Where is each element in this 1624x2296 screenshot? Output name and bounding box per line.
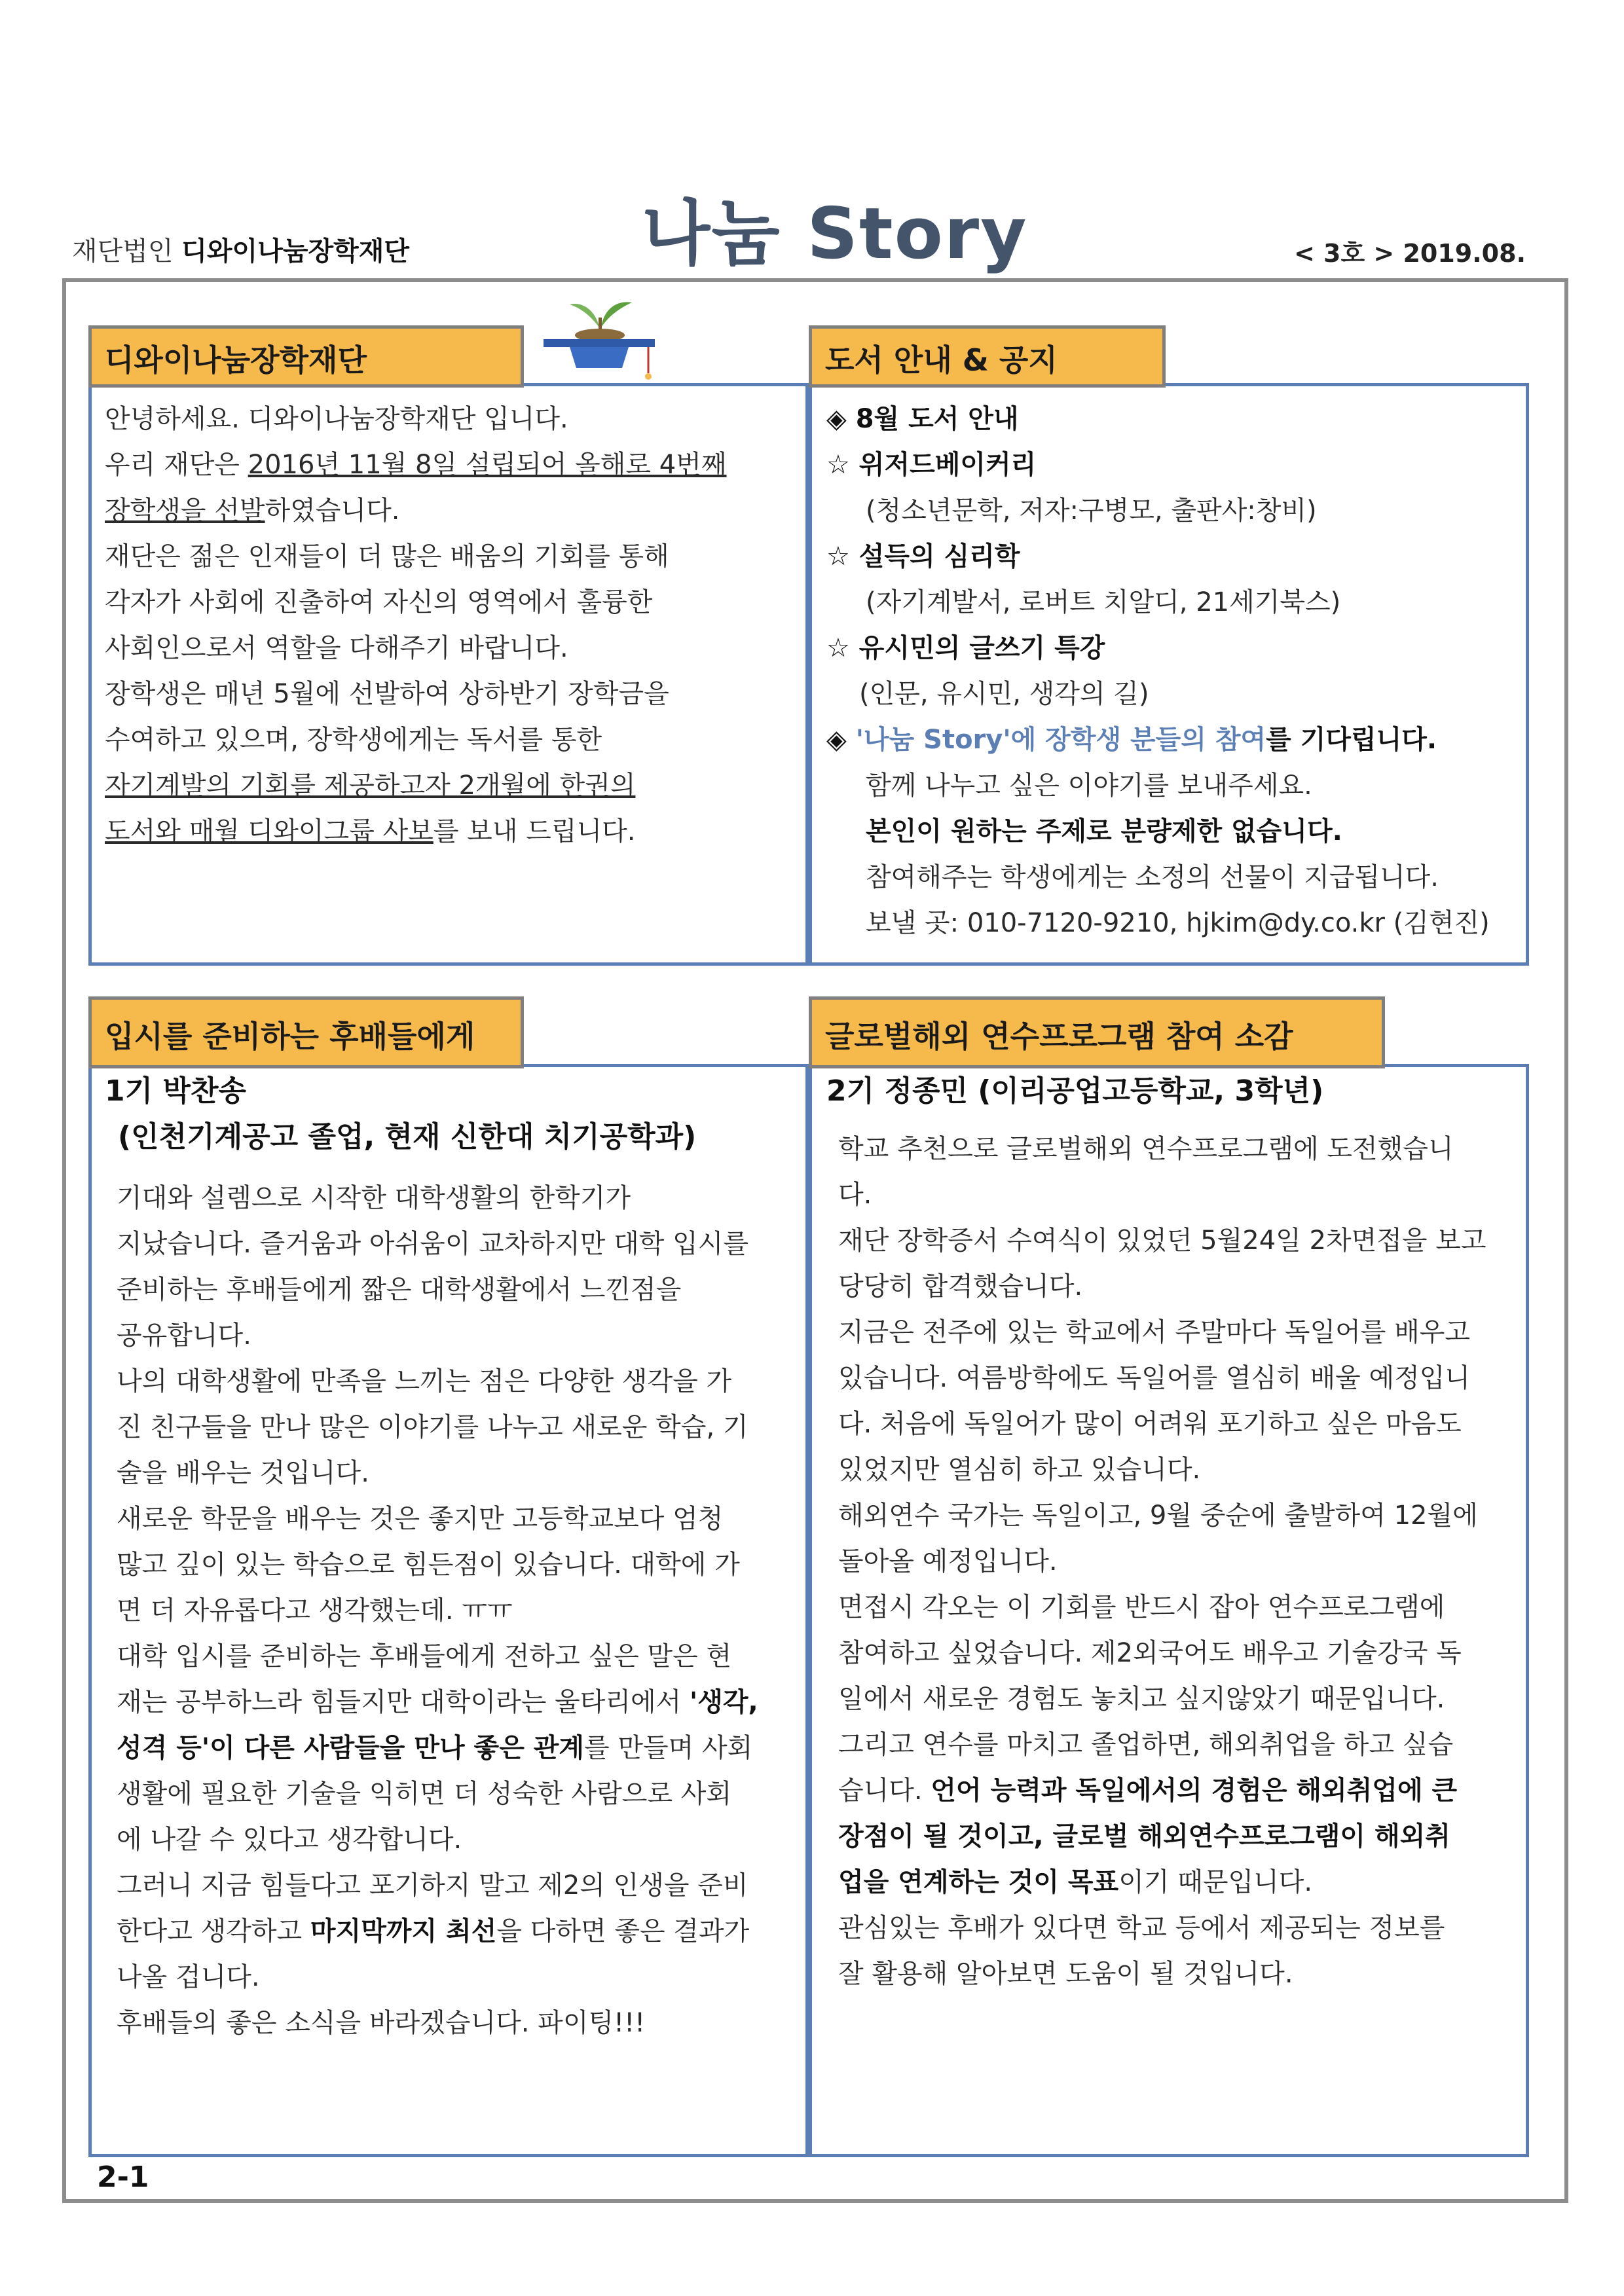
intro-line <box>105 488 727 534</box>
body-line: 면접시 각오는 이 기회를 반드시 잡아 연수프로그램에 <box>838 1592 1445 1622</box>
intro-line: 재단은 젊은 인재들이 더 많은 배움의 기회를 통해 <box>105 541 669 572</box>
bold-text: '생각, <box>690 1687 758 1717</box>
body-line: 면 더 자유롭다고 생각했는데. ㅠㅠ <box>117 1595 513 1626</box>
intro-line: 각자가 사회에 진출하여 자신의 영역에서 훌륭한 <box>105 587 653 617</box>
advice-tab: 입시를 준비하는 후배들에게 <box>88 996 524 1068</box>
underlined-text: 자기계발의 기회를 제공하고자 2개월에 한권의 <box>105 771 636 801</box>
body-line: 새로운 학문을 배우는 것은 좋지만 고등학교보다 엄청 <box>117 1504 724 1534</box>
body-line: 기대와 설렘으로 시작한 대학생활의 한학기가 <box>117 1183 631 1213</box>
bold-text: 장점이 될 것이고, 글로벌 해외연수프로그램이 해외취 <box>838 1821 1450 1851</box>
notice-headline <box>826 717 1490 763</box>
body-line: 학교 추천으로 글로벌해외 연수프로그램에 도전했습니 <box>838 1134 1454 1164</box>
advice-content <box>117 1175 758 2046</box>
book-info: (청소년문학, 저자:구병모, 출판사:창비) <box>866 496 1317 526</box>
underlined-text: 장학생을 선발 <box>105 496 265 526</box>
text-run: 우리 재단은 <box>105 450 248 480</box>
seedling-cap-logo <box>544 282 655 386</box>
intro-tab: 디와이나눔장학재단 <box>88 325 524 388</box>
org-line <box>72 230 409 268</box>
body-line: 해외연수 국가는 독일이고, 9월 중순에 출발하여 12월에 <box>838 1501 1478 1531</box>
bold-text: 언어 능력과 독일에서의 경험은 해외취업에 큰 <box>931 1776 1458 1806</box>
book-title: ☆ 설득의 심리학 <box>826 541 1020 572</box>
text-run: 하였습니다. <box>265 496 400 526</box>
author-name: 1기 박찬송 <box>105 1074 246 1108</box>
text-run: 한다고 생각하고 <box>117 1916 310 1946</box>
text-run: 습니다. <box>838 1776 931 1806</box>
books-heading: ◈ 8월 도서 안내 <box>826 404 1019 434</box>
body-line: 대학 입시를 준비하는 후배들에게 전하고 싶은 말은 현 <box>117 1641 732 1671</box>
program-author <box>826 1068 1323 1114</box>
body-line: 준비하는 후배들에게 짧은 대학생활에서 느낀점을 <box>117 1275 682 1305</box>
text-run: 재는 공부하느라 힘들지만 대학이라는 울타리에서 <box>117 1687 690 1717</box>
text-run: 를 만들며 사회 <box>584 1733 753 1763</box>
body-line: 재단 장학증서 수여식이 있었던 5월24일 2차면접을 보고 <box>838 1226 1486 1256</box>
body-line: 술을 배우는 것입니다. <box>117 1458 369 1488</box>
body-line <box>117 1725 758 1771</box>
intro-content <box>105 396 727 854</box>
body-line: 돌아올 예정입니다. <box>838 1546 1058 1576</box>
body-line: 후배들의 좋은 소식을 바라겠습니다. 파이팅!!! <box>117 2008 646 2038</box>
notice-line: 함께 나누고 싶은 이야기를 보내주세요. <box>866 771 1312 801</box>
body-line: 생활에 필요한 기술을 익히면 더 성숙한 사람으로 사회 <box>117 1779 732 1809</box>
body-line: 참여하고 싶었습니다. 제2외국어도 배우고 기술강국 독 <box>838 1638 1462 1668</box>
intro-line <box>105 442 727 488</box>
intro-line: 수여하고 있으며, 장학생에게는 독서를 통한 <box>105 725 602 755</box>
text-run: 이기 때문입니다. <box>1118 1867 1313 1897</box>
diamond-icon: ◈ <box>826 725 856 755</box>
page-number: 2-1 <box>97 2160 149 2194</box>
notice-tab: 도서 안내 & 공지 <box>809 325 1166 388</box>
body-line: 에 나갈 수 있다고 생각합니다. <box>117 1825 462 1855</box>
body-line: 있습니다. 여름방학에도 독일어를 열심히 배울 예정입니 <box>838 1363 1471 1393</box>
program-content <box>838 1126 1486 1997</box>
body-line: 있었지만 열심히 하고 있습니다. <box>838 1455 1201 1485</box>
notice-line: 참여해주는 학생에게는 소정의 선물이 지급됩니다. <box>866 862 1439 892</box>
highlight-text: '나눔 Story'에 장학생 분들의 참여 <box>855 725 1266 755</box>
issue-info: < 3호 > 2019.08. <box>1293 239 1526 268</box>
bold-text: 업을 연계하는 것이 목표 <box>838 1867 1119 1897</box>
text-run: 을 다하면 좋은 결과가 <box>496 1916 750 1946</box>
intro-line <box>105 809 727 854</box>
body-line <box>117 1679 758 1725</box>
bold-text: 성격 등'이 다른 사람들을 만나 좋은 관계 <box>117 1733 585 1763</box>
body-line: 공유합니다. <box>117 1321 251 1351</box>
body-line <box>117 1908 758 1954</box>
body-line: 그리고 연수를 마치고 졸업하면, 해외취업을 하고 싶습 <box>838 1730 1454 1760</box>
underlined-text: 도서와 매월 디와이그룹 사보 <box>105 816 434 847</box>
body-line: 당당히 합격했습니다. <box>838 1271 1083 1302</box>
body-line: 나의 대학생활에 만족을 느끼는 점은 다양한 생각을 가 <box>117 1366 732 1396</box>
body-line: 잘 활용해 알아보면 도움이 될 것입니다. <box>838 1959 1293 1989</box>
org-name: 디와이나눔장학재단 <box>181 236 410 266</box>
body-line: 다. <box>838 1180 872 1210</box>
underlined-text: 2016년 11월 8일 설립되어 올해로 4번째 <box>248 450 727 480</box>
advice-author <box>105 1068 696 1160</box>
body-line: 나올 겁니다. <box>117 1962 260 1992</box>
intro-line: 사회인으로서 역할을 다해주기 바랍니다. <box>105 633 568 663</box>
intro-line: 장학생은 매년 5월에 선발하여 상하반기 장학금을 <box>105 679 669 709</box>
body-line: 그러니 지금 힘들다고 포기하지 말고 제2의 인생을 준비 <box>117 1870 748 1901</box>
book-title: ☆ 위저드베이커리 <box>826 450 1037 480</box>
body-line: 지났습니다. 즐거움과 아쉬움이 교차하지만 대학 입시를 <box>117 1229 749 1259</box>
book-title: ☆ 유시민의 글쓰기 특강 <box>826 633 1105 663</box>
body-line: 진 친구들을 만나 많은 이야기를 나누고 새로운 학습, 기 <box>117 1412 748 1442</box>
body-line <box>838 1768 1486 1813</box>
author-info: (인천기계공고 졸업, 현재 신한대 치기공학과) <box>118 1120 697 1154</box>
newsletter-title: 나눔 Story <box>642 193 1028 275</box>
notice-line: 본인이 원하는 주제로 분량제한 없습니다. <box>866 816 1342 847</box>
body-line: 다. 처음에 독일어가 많이 어려워 포기하고 싶은 마음도 <box>838 1409 1462 1439</box>
author-name: 2기 정종민 (이리공업고등학교, 3학년) <box>826 1074 1324 1108</box>
body-line: 많고 깊이 있는 학습으로 힘든점이 있습니다. 대학에 가 <box>117 1550 740 1580</box>
intro-line: 안녕하세요. 디와이나눔장학재단 입니다. <box>105 404 568 434</box>
program-tab: 글로벌해외 연수프로그램 참여 소감 <box>809 996 1385 1068</box>
text-run: 를 기다립니다. <box>1266 725 1437 755</box>
body-line: 지금은 전주에 있는 학교에서 주말마다 독일어를 배우고 <box>838 1317 1471 1347</box>
notice-content <box>826 396 1490 946</box>
body-line <box>838 1859 1486 1905</box>
contact-line: 보낼 곳: 010-7120-9210, hjkim@dy.co.kr (김현진) <box>866 908 1490 938</box>
book-info: (자기계발서, 로버트 치알디, 21세기북스) <box>866 587 1341 617</box>
book-info: (인문, 유시민, 생각의 길) <box>859 679 1149 709</box>
body-line: 일에서 새로운 경험도 놓치고 싶지않았기 때문입니다. <box>838 1684 1445 1714</box>
body-line: 관심있는 후배가 있다면 학교 등에서 제공되는 정보를 <box>838 1913 1445 1943</box>
bold-text: 마지막까지 최선 <box>310 1916 497 1946</box>
text-run: 를 보내 드립니다. <box>433 816 636 847</box>
org-prefix: 재단법인 <box>72 236 174 266</box>
